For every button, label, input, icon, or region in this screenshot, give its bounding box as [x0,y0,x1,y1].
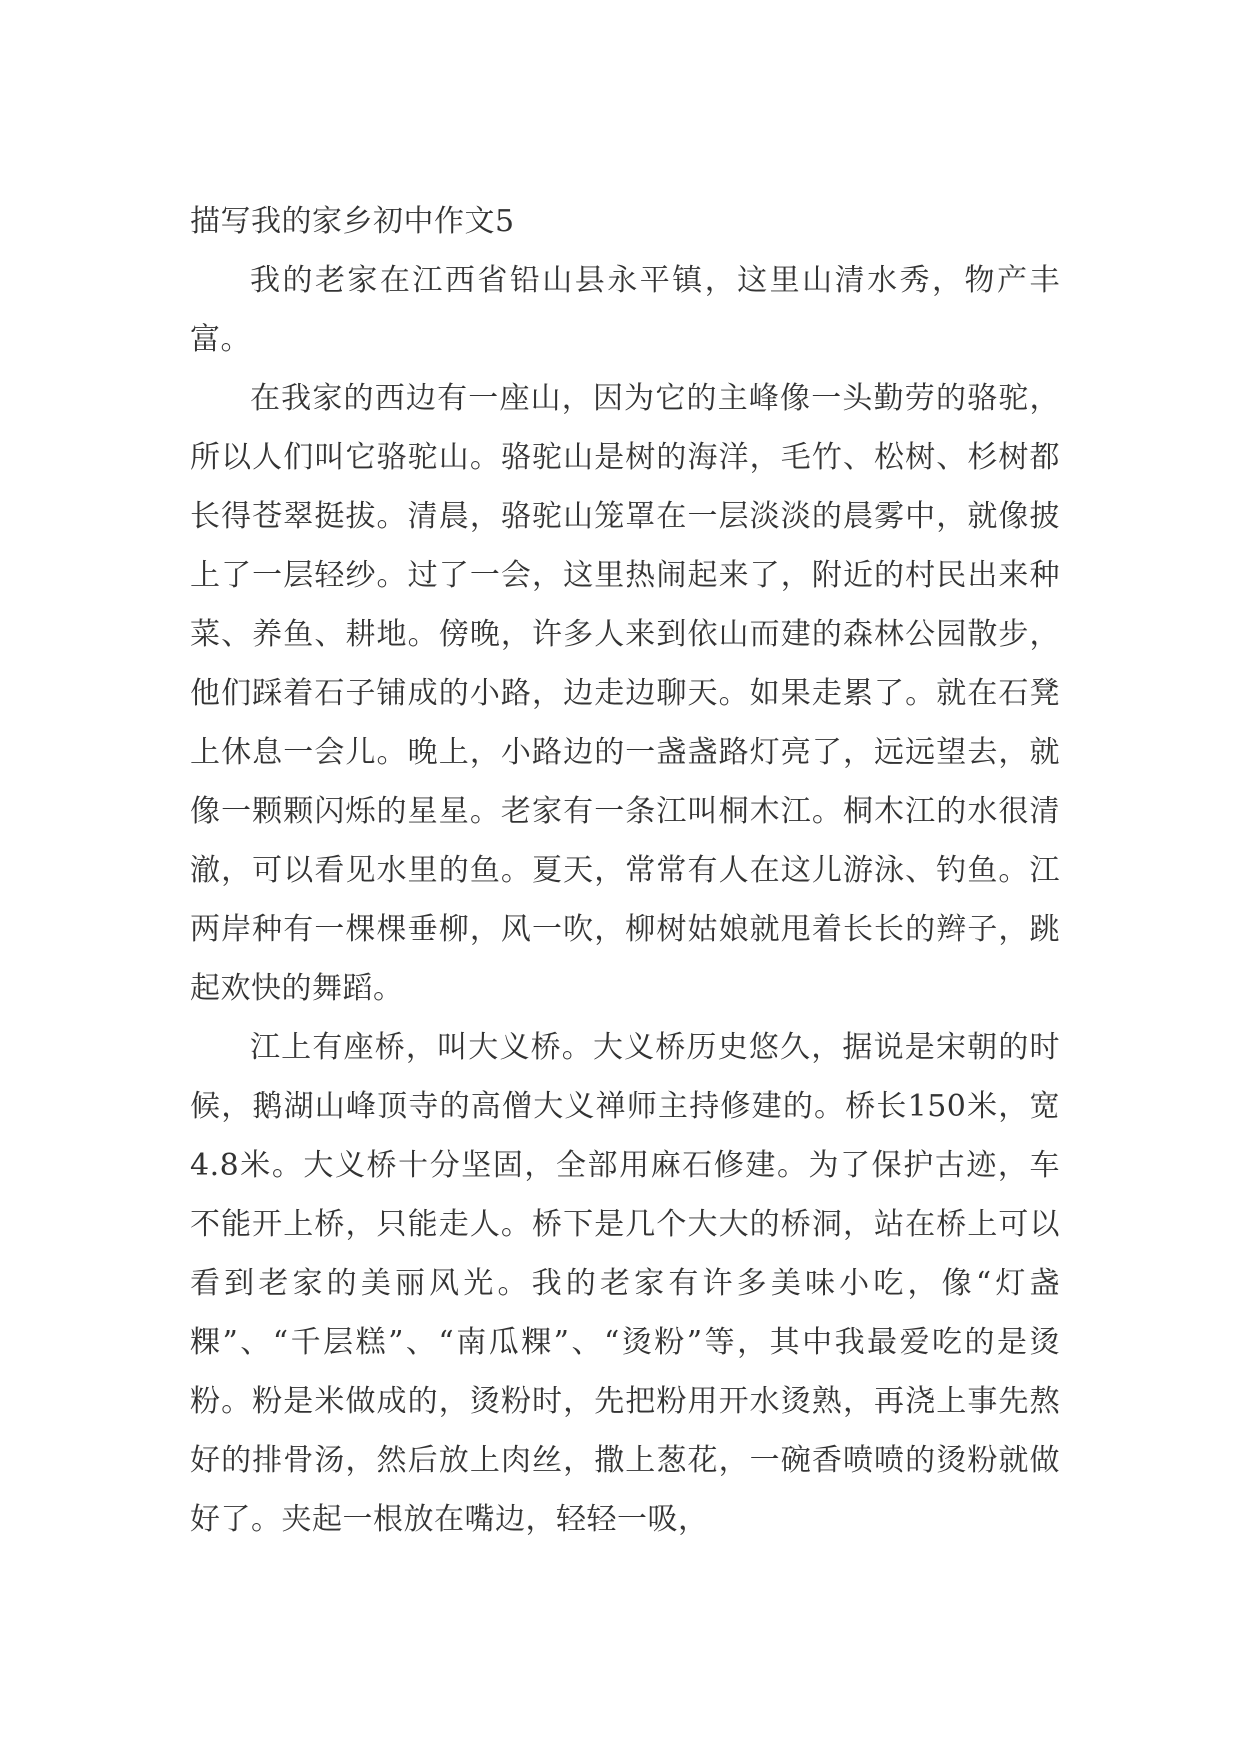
paragraph-mountain: 在我家的西边有一座山，因为它的主峰像一头勤劳的骆驼，所以人们叫它骆驼山。骆驼山是树的海洋，毛竹、松树、杉树都长得苍翠挺拔。清晨，骆驼山笼罩在一层淡淡的晨雾中，就像披上了一层轻纱。过了一会，这里热闹起来了，附近的村民出来种菜、养鱼、耕地。傍晚，许多人来到依山而建的森林公园散步，他们踩着石子铺成的小路，边走边聊天。如果走累了。就在石凳上休息一会儿。晚上，小路边的一盏盏路灯亮了，远远望去，就像一颗颗闪烁的星星。老家有一条江叫桐木江。桐木江的水很清澈，可以看见水里的鱼。夏天，常常有人在这儿游泳、钓鱼。江两岸种有一棵棵垂柳，风一吹，柳树姑娘就甩着长长的辫子，跳起欢快的舞蹈。 [190,381,1060,1006]
document-body [190,192,1060,1549]
paragraph-bridge: 江上有座桥，叫大义桥。大义桥历史悠久，据说是宋朝的时候，鹅湖山峰顶寺的高僧大义禅师主持修建的。桥长150米，宽4.8米。大义桥十分坚固，全部用麻石修建。为了保护古迹，车不能开上桥，只能走人。桥下是几个大大的桥洞，站在桥上可以看到老家的美丽风光。我的老家有许多美味小吃，像“灯盏粿”、“千层糕”、“南瓜粿”、“烫粉”等，其中我最爱吃的是烫粉。粉是米做成的，烫粉时，先把粉用开水烫熟，再浇上事先熬好的排骨汤，然后放上肉丝，撒上葱花，一碗香喷喷的烫粉就做好了。夹起一根放在嘴边，轻轻一吸， [190,1030,1060,1537]
paragraph-intro: 我的老家在江西省铅山县永平镇，这里山清水秀，物产丰富。 [190,263,1060,357]
document-title: 描写我的家乡初中作文5 [190,204,515,239]
